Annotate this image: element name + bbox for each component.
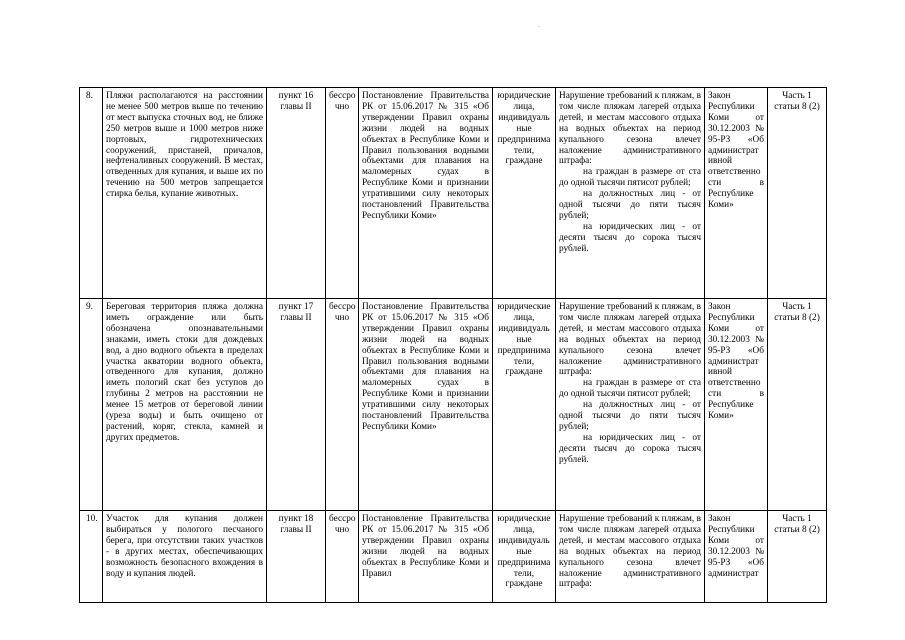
requirements-table [79, 87, 827, 603]
normative-act: Постановление Правительства РК от 15.06.2017 № 315 «Об утверждении Правил охраны жизни людей на водных объектах в Республике Коми и Правил пользования водными объектами для плавания на маломерных судах в Республике Коми и признании утратившими силу некоторых постановлений Правительства Республики Коми» [359, 88, 493, 299]
fine-citizens: на граждан в размере от ста до одной тысячи пятисот рублей; [559, 167, 701, 189]
article-ref: Часть 1 статьи 8 (2) [768, 88, 827, 299]
violation-text: Нарушение требований к пляжам, в том числе пляжам лагерей отдыха детей, и местам массового отдыха на водных объектах на период купального сезона влечет наложение административного штрафа: [559, 302, 701, 378]
fine-legal-entities: на юридических лиц - от десяти тысяч до сорока тысяч рублей. [559, 432, 701, 465]
table-row [80, 88, 827, 299]
law-ref: Закон Республики Коми от 30.12.2003 № 95-РЗ «Об администрат ивной ответственно сти в Республике Коми» [705, 88, 768, 299]
violation-cell [556, 511, 705, 603]
row-number: 10. [80, 511, 103, 603]
term: бессро чно [326, 88, 359, 299]
clause-ref: пункт 16 главы II [267, 88, 326, 299]
scan-mark: · [538, 23, 541, 31]
fine-officials: на должностных лиц - от одной тысячи до пяти тысяч рублей; [559, 189, 701, 221]
normative-act: Постановление Правительства РК от 15.06.2017 № 315 «Об утверждении Правил охраны жизни людей на водных объектах в Республике Коми и Правил пользования водными объектами для плавания на маломерных судах в Республике Коми и признании утратившими силу некоторых постановлений Правительства Республики Коми» [359, 299, 493, 511]
article-ref: Часть 1 статьи 8 (2) [768, 299, 827, 511]
fine-officials: на должностных лиц - от одной тысячи до пяти тысяч рублей; [559, 400, 701, 432]
fine-legal-entities: на юридических лиц - от десяти тысяч до сорока тысяч рублей. [559, 221, 701, 254]
violation-text: Нарушение требований к пляжам, в том числе пляжам лагерей отдыха детей, и местам массового отдыха на водных объектах на период купального сезона влечет наложение административного штрафа: [559, 91, 701, 167]
requirement-text: Пляжи располагаются на расстоянии не менее 500 метров выше по течению от мест выпуска сточных вод, не ближе 250 метров выше и 1000 метров ниже портовых, гидротехнических сооружений, пристаней, причалов, нефтеналивных сооружений. В местах, отведенных для купания, и выше их по течению на 500 метров запрещается стирка белья, купание животных. [103, 88, 267, 299]
article-ref: Часть 1 статьи 8 (2) [768, 511, 827, 603]
violation-text: Нарушение требований к пляжам, в том числе пляжам лагерей отдыха детей, и местам массового отдыха на водных объектах на период купального сезона влечет наложение административного штрафа: [559, 514, 701, 590]
law-ref: Закон Республики Коми от 30.12.2003 № 95-РЗ «Об администрат ивной ответственно сти в Республике Коми» [705, 299, 768, 511]
requirement-text: Участок для купания должен выбираться у пологого песчаного берега, при отсутствии таких участков - в других местах, обеспечивающих возможность безопасного вхождения в воду и купания людей. [103, 511, 267, 603]
subjects: юридические лица, индивидуаль ные предпринима тели, граждане [493, 299, 556, 511]
fine-citizens: на граждан в размере от ста до одной тысячи пятисот рублей; [559, 378, 701, 400]
term: бессро чно [326, 511, 359, 603]
violation-cell [556, 88, 705, 299]
subjects: юридические лица, индивидуаль ные предпринима тели, граждане [493, 88, 556, 299]
table-row [80, 299, 827, 511]
row-number: 8. [80, 88, 103, 299]
term: бессро чно [326, 299, 359, 511]
subjects: юридические лица, индивидуаль ные предпринима тели, граждане [493, 511, 556, 603]
requirement-text: Береговая территория пляжа должна иметь ограждение или быть обозначена опознавательными знаками, иметь стоки для дождевых вод, а дно водного объекта в пределах участка акватории водного объекта, отведенного для купания, должно иметь пологий скат без уступов до глубины 2 метров на расстоянии не менее 15 метров от береговой линии (уреза воды) и быть очищено от растений, коряг, стекла, камней и других предметов. [103, 299, 267, 511]
law-ref: Закон Республики Коми от 30.12.2003 № 95-РЗ «Об администрат [705, 511, 768, 603]
row-number: 9. [80, 299, 103, 511]
clause-ref: пункт 17 главы II [267, 299, 326, 511]
violation-cell [556, 299, 705, 511]
table-row [80, 511, 827, 603]
clause-ref: пункт 18 главы II [267, 511, 326, 603]
normative-act: Постановление Правительства РК от 15.06.2017 № 315 «Об утверждении Правил охраны жизни людей на водных объектах в Республике Коми и Правил [359, 511, 493, 603]
